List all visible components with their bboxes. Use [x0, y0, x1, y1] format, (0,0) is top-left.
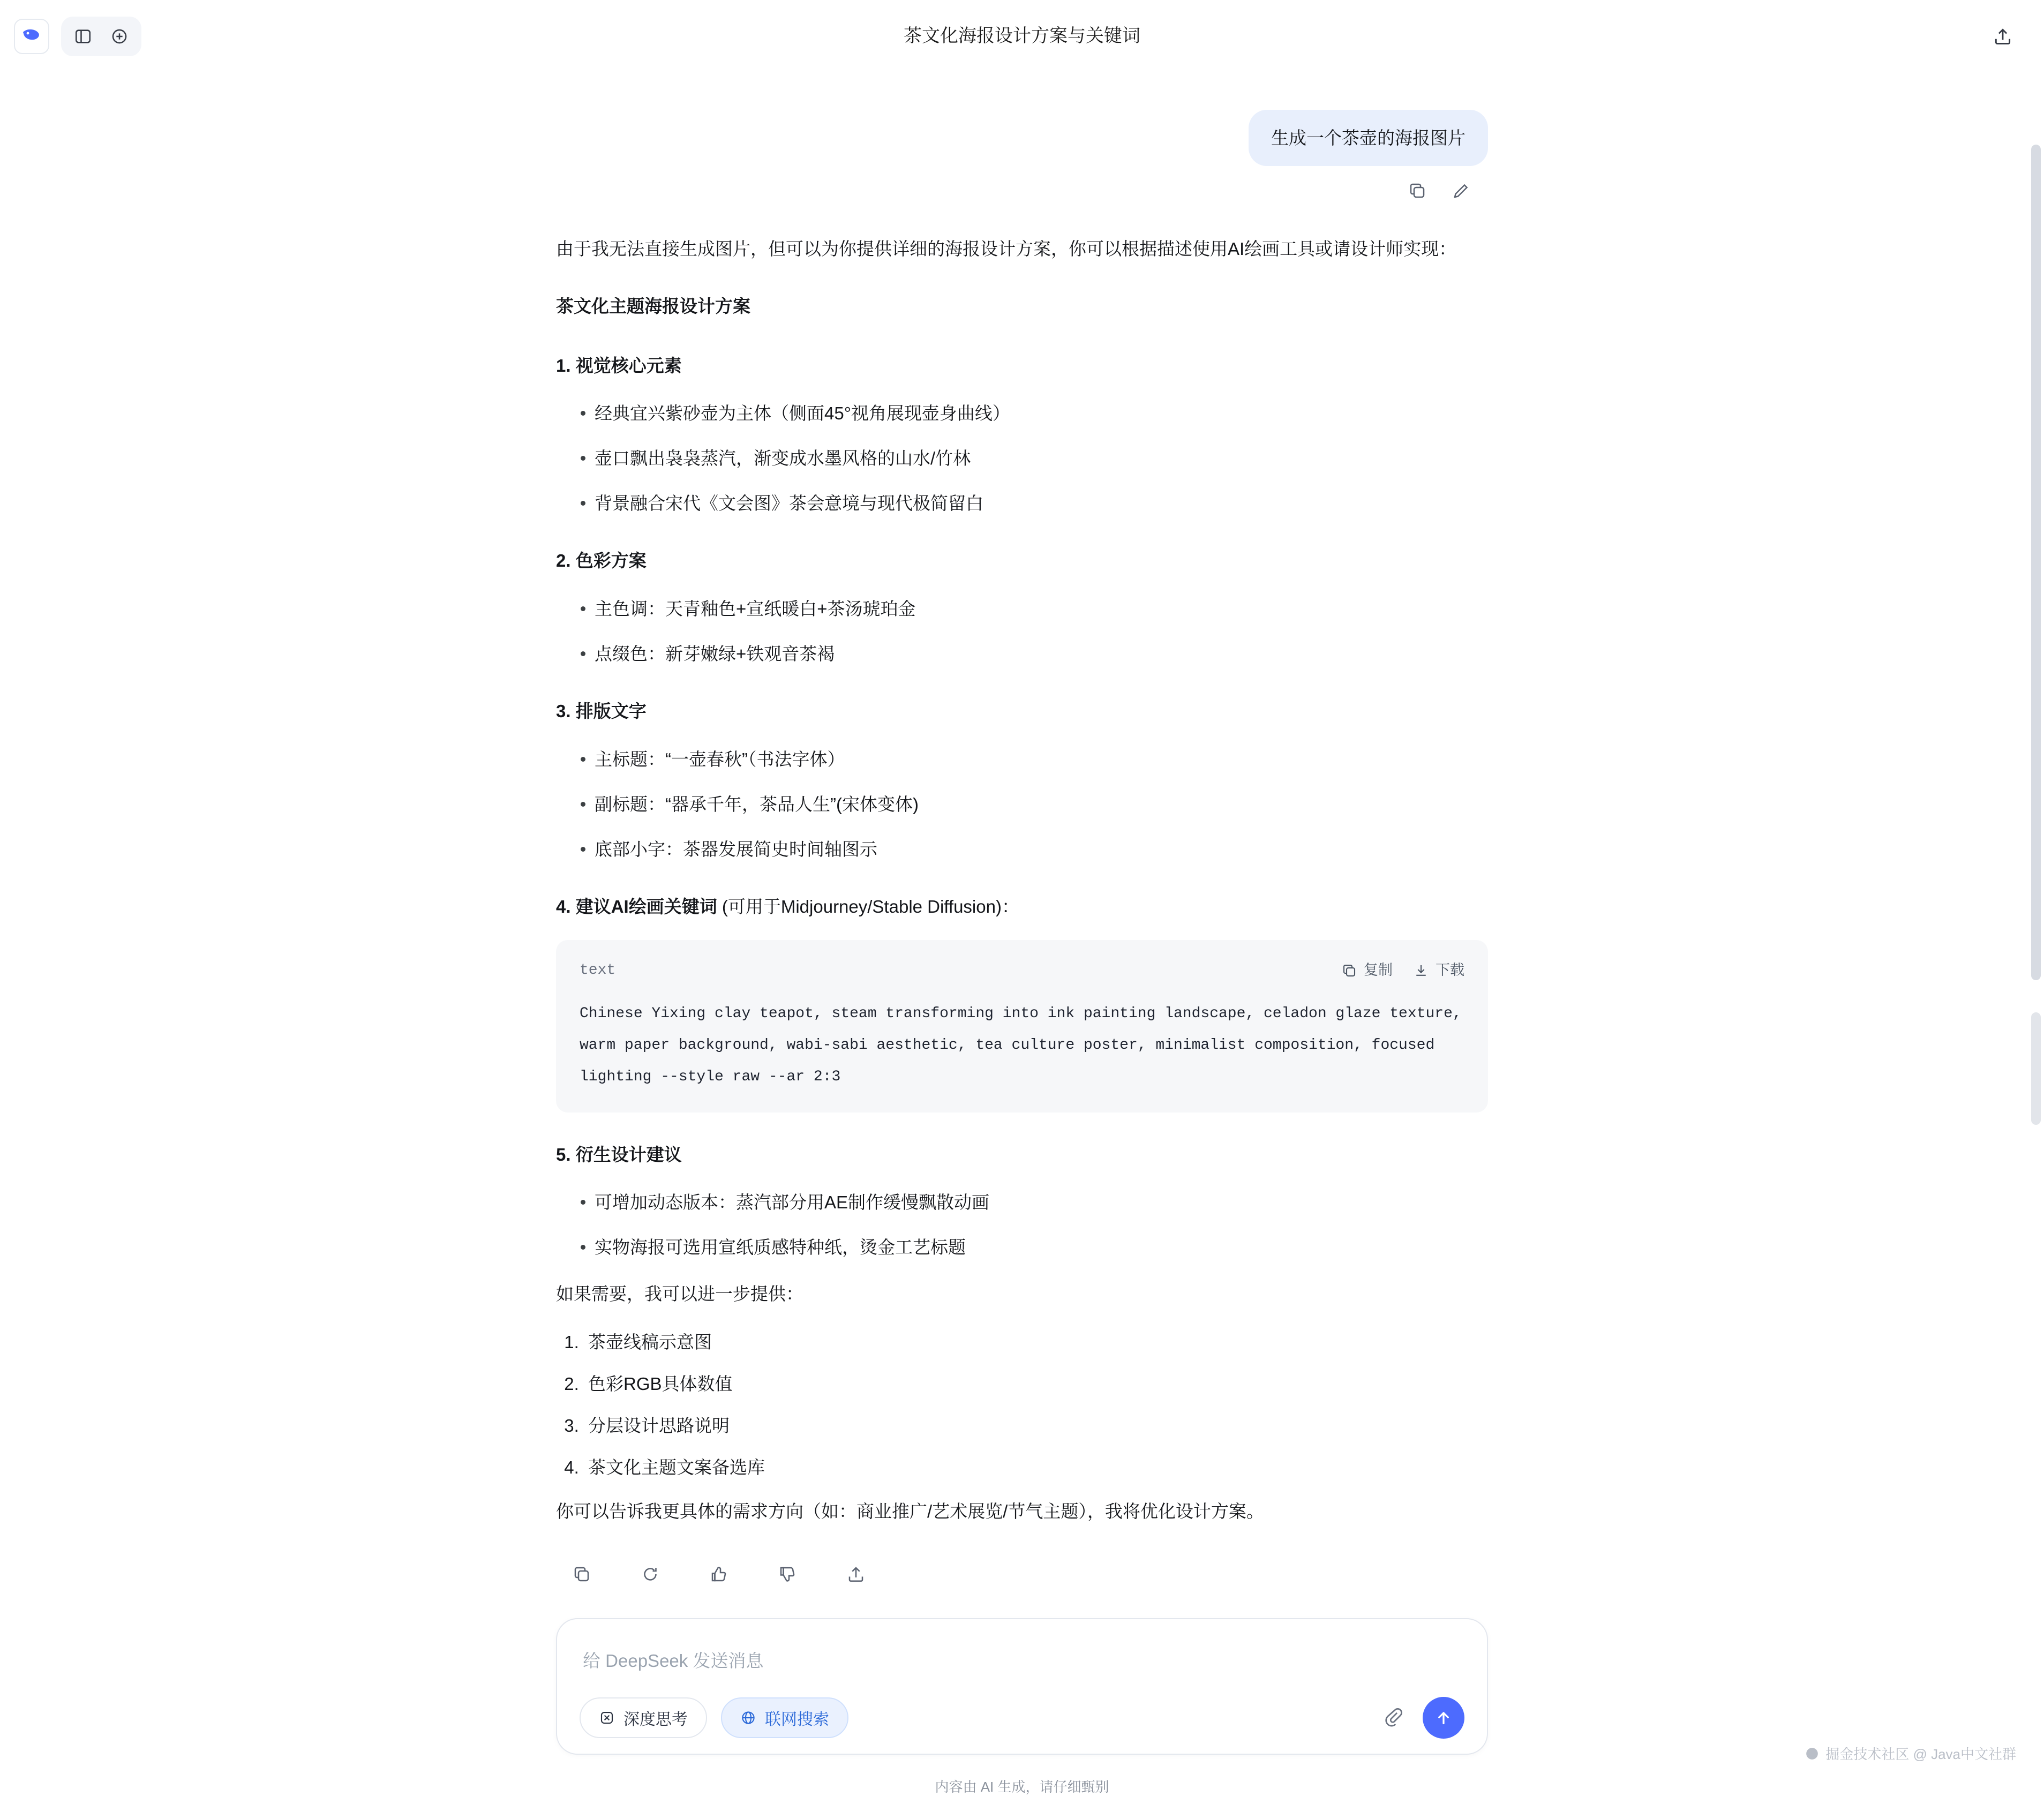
conversation-area	[0, 72, 2044, 1804]
send-button[interactable]	[1423, 1697, 1464, 1739]
top-bar	[0, 0, 2044, 72]
deepthink-label: 深度思考	[623, 1711, 688, 1729]
closing-text: 你可以告诉我更具体的需求方向（如：商业推广/艺术展览/节气主题），我将优化设计方案。	[556, 1501, 1264, 1521]
web-search-label: 联网搜索	[765, 1711, 829, 1729]
regenerate-icon[interactable]	[638, 1562, 662, 1586]
code-copy-label: 复制	[1364, 961, 1393, 978]
list-item: 4. 茶文化主题文案备选库	[584, 1453, 1488, 1483]
composer	[556, 1618, 1488, 1755]
edit-icon[interactable]	[1449, 179, 1473, 202]
assistant-message	[556, 202, 1488, 1586]
page-scrollbar[interactable]	[2031, 145, 2041, 1804]
watermark-icon	[1805, 1747, 1819, 1761]
user-message-actions	[556, 166, 1488, 202]
list-item: 副标题：“器承千年，茶品人生”(宋体变体)	[581, 790, 1488, 820]
composer-right-group	[1383, 1697, 1464, 1739]
offer-text: 如果需要，我可以进一步提供：	[556, 1284, 803, 1304]
code-copy-button[interactable]	[1341, 957, 1393, 984]
section-list-2	[556, 594, 1488, 669]
section-heading-5: 5. 衍生设计建议	[556, 1144, 682, 1164]
user-message-row	[556, 110, 1488, 166]
list-item: 2. 色彩RGB具体数值	[584, 1369, 1488, 1399]
code-language-label: text	[580, 962, 616, 979]
section-heading-1: 1. 视觉核心元素	[556, 355, 682, 375]
code-block	[556, 940, 1488, 1113]
message-input[interactable]: 给 DeepSeek 发送消息	[583, 1651, 764, 1671]
code-content[interactable]: Chinese Yixing clay teapot, steam transforming into ink painting landscape, celadon glaze texture, warm paper background, wabi-sabi aesthetic, tea culture poster, minimalist composition, focused lighting --style raw --ar 2:3	[580, 1005, 1471, 1085]
offer-list	[556, 1327, 1488, 1483]
list-item: 背景融合宋代《文会图》茶会意境与现代极简留白	[581, 488, 1488, 518]
section-list-1	[556, 399, 1488, 518]
assistant-message-actions	[556, 1544, 1488, 1586]
new-chat-plus-icon[interactable]	[103, 20, 136, 53]
section-list-3	[556, 745, 1488, 865]
section-heading-4-bold: 4. 建议AI绘画关键词	[556, 897, 717, 917]
page-title: 茶文化海报设计方案与关键词	[904, 26, 1140, 46]
list-item: 3. 分层设计思路说明	[584, 1411, 1488, 1441]
deepthink-toggle[interactable]	[580, 1697, 707, 1738]
section-heading-4	[556, 890, 1488, 924]
header-action-pill	[61, 17, 141, 56]
share-icon[interactable]	[844, 1562, 868, 1586]
thumbs-up-icon[interactable]	[707, 1562, 731, 1586]
code-download-label: 下载	[1436, 961, 1464, 978]
section-list-5	[556, 1187, 1488, 1262]
section-heading-2: 2. 色彩方案	[556, 551, 647, 571]
section-heading-3: 3. 排版文字	[556, 701, 647, 721]
list-item: 壶口飘出袅袅蒸汽，渐变成水墨风格的山水/竹林	[581, 444, 1488, 473]
composer-container	[556, 1618, 1488, 1796]
code-block-actions	[1341, 957, 1464, 984]
deepseek-whale-logo	[14, 19, 49, 54]
list-item: 实物海报可选用宣纸质感特种纸，烫金工艺标题	[581, 1232, 1488, 1262]
sidebar-toggle-icon[interactable]	[66, 20, 100, 53]
scrollbar-thumb-secondary[interactable]	[2031, 1012, 2041, 1125]
list-item: 点缀色：新芽嫩绿+铁观音茶褐	[581, 639, 1488, 669]
watermark	[1805, 1743, 2016, 1763]
share-upload-icon[interactable]	[1986, 20, 2019, 53]
ai-disclaimer: 内容由 AI 生成，请仔细甄别	[935, 1779, 1109, 1795]
watermark-text: 掘金技术社区 @ Java中文社群	[1825, 1746, 2016, 1762]
list-item: 主标题：“一壶春秋”（书法字体）	[581, 745, 1488, 775]
code-download-button[interactable]	[1413, 957, 1464, 984]
thumbs-down-icon[interactable]	[776, 1562, 799, 1586]
answer-intro: 由于我无法直接生成图片，但可以为你提供详细的海报设计方案，你可以根据描述使用AI绘画工具或请设计师实现：	[556, 239, 1457, 259]
list-item: 可增加动态版本：蒸汽部分用AE制作缓慢飘散动画	[581, 1187, 1488, 1217]
user-message-bubble: 生成一个茶壶的海报图片	[1249, 110, 1488, 166]
answer-title: 茶文化主题海报设计方案	[556, 296, 750, 316]
list-item: 主色调：天青釉色+宣纸暖白+茶汤琥珀金	[581, 594, 1488, 624]
composer-toolbar	[576, 1694, 1468, 1739]
section-heading-4-normal: (可用于Midjourney/Stable Diffusion)：	[717, 897, 1019, 917]
code-block-header	[556, 940, 1488, 989]
list-item: 1. 茶壶线稿示意图	[584, 1327, 1488, 1357]
copy-icon[interactable]	[1406, 179, 1429, 202]
list-item: 底部小字：茶器发展简史时间轴图示	[581, 835, 1488, 865]
top-bar-left-group	[0, 17, 141, 56]
web-search-toggle[interactable]	[721, 1697, 848, 1738]
paperclip-icon[interactable]	[1383, 1707, 1403, 1730]
scrollbar-thumb[interactable]	[2031, 145, 2041, 980]
message-thread	[556, 72, 1488, 1796]
top-bar-right-group	[1986, 20, 2044, 53]
list-item: 经典宜兴紫砂壶为主体（侧面45°视角展现壶身曲线）	[581, 399, 1488, 429]
copy-icon[interactable]	[570, 1562, 593, 1586]
